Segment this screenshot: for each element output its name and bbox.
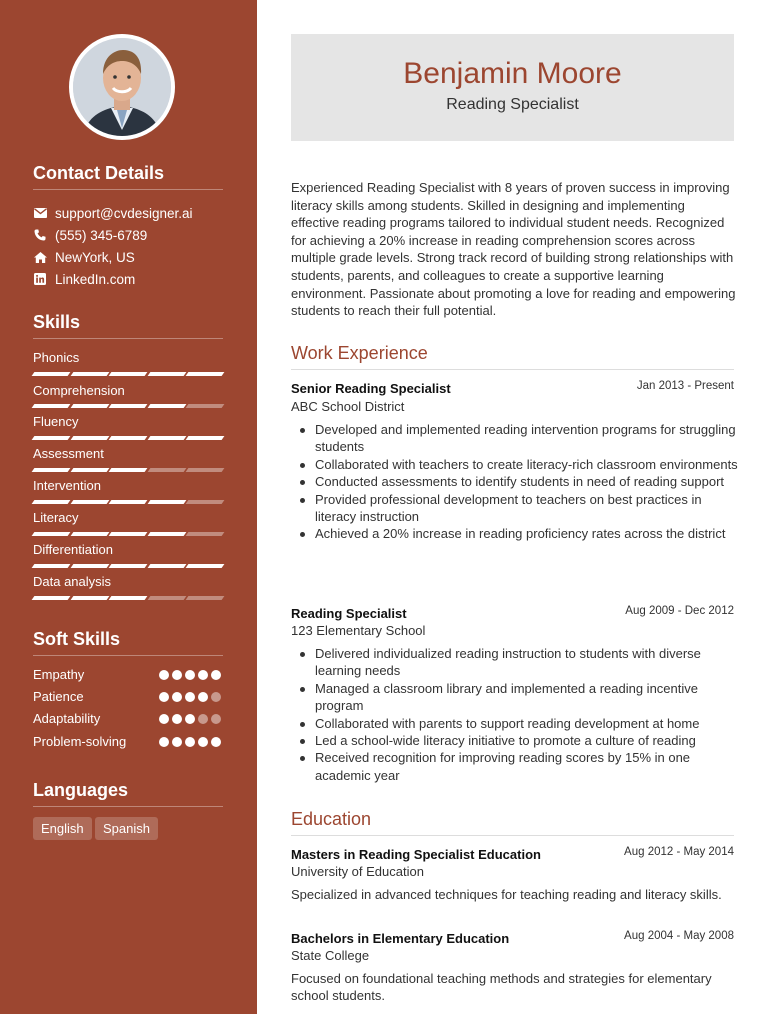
divider <box>291 835 734 836</box>
skill-level-segment <box>70 564 108 568</box>
skill-level-bar <box>33 372 223 377</box>
school-name: University of Education <box>291 864 424 879</box>
profile-summary: Experienced Reading Specialist with 8 years of proven success in improving literacy skills among students. Skilled in designing and implementing effective reading programs tailored to individual student needs. Recognized for achieving a 20% increase in reading comprehension scores across multiple grade levels. Strong track record of building strong relationships with students, parents, and colleagues to create a supportive learning environment. Passionate about promoting a love for reading and empowering students to reach their full potential. <box>291 180 736 319</box>
envelope-icon <box>33 206 47 220</box>
list-item: Collaborated with parents to support reading development at home <box>315 715 740 732</box>
rating-dot <box>172 692 182 702</box>
soft-skill-label: Adaptability <box>33 711 101 726</box>
list-item: Collaborated with teachers to create literacy-rich classroom environments <box>315 456 740 473</box>
rating-dot <box>185 737 195 747</box>
skill-label: Phonics <box>33 350 80 365</box>
profile-photo <box>69 34 175 140</box>
rating-dot <box>159 670 169 680</box>
skill-level-segment <box>186 564 224 568</box>
skill-label: Data analysis <box>33 574 112 589</box>
skill-level-segment <box>32 500 70 504</box>
skill-level-segment <box>186 468 224 472</box>
language-tag: Spanish <box>95 817 158 840</box>
rating-dot <box>185 670 195 680</box>
skill-label: Fluency <box>33 414 79 429</box>
skill-level-segment <box>186 596 224 600</box>
skill-level-segment <box>32 404 70 408</box>
skill-level-segment <box>186 532 224 536</box>
skill-level-segment <box>109 468 147 472</box>
skill-level-segment <box>186 404 224 408</box>
skill-level-segment <box>147 596 185 600</box>
candidate-title: Reading Specialist <box>446 96 579 113</box>
contact-phone-text: (555) 345-6789 <box>55 227 148 243</box>
skill-label: Differentiation <box>33 542 113 557</box>
contact-email[interactable] <box>33 204 193 222</box>
rating-dot <box>198 692 208 702</box>
skill-level-segment <box>109 372 147 376</box>
contact-location-text: NewYork, US <box>55 249 135 265</box>
rating-dot <box>211 670 221 680</box>
skill-level-segment <box>109 436 147 440</box>
rating-dot <box>172 737 182 747</box>
languages-heading: Languages <box>33 780 129 800</box>
soft-skill-rating <box>159 692 221 702</box>
list-item: Managed a classroom library and implemented a reading incentive program <box>315 680 740 715</box>
education-dates: Aug 2004 - May 2008 <box>624 930 734 942</box>
rating-dot <box>172 670 182 680</box>
rating-dot <box>185 714 195 724</box>
soft-skill-label: Patience <box>33 689 84 704</box>
skill-level-segment <box>147 564 185 568</box>
rating-dot <box>211 714 221 724</box>
skill-level-segment <box>32 372 70 376</box>
skill-level-segment <box>186 372 224 376</box>
skill-level-bar <box>33 596 223 601</box>
skill-level-bar <box>33 500 223 505</box>
rating-dot <box>172 714 182 724</box>
job-title: Reading Specialist <box>291 606 407 621</box>
soft-skills-heading: Soft Skills <box>33 629 121 649</box>
list-item: Developed and implemented reading intervention programs for struggling students <box>315 421 740 456</box>
skill-level-segment <box>147 500 185 504</box>
soft-skill-rating <box>159 737 221 747</box>
job-dates: Jan 2013 - Present <box>636 380 734 392</box>
skill-level-segment <box>186 500 224 504</box>
skill-level-segment <box>70 532 108 536</box>
skill-level-bar <box>33 532 223 537</box>
divider <box>33 806 223 807</box>
skill-label: Literacy <box>33 510 79 525</box>
skill-level-segment <box>109 500 147 504</box>
skill-level-bar <box>33 564 223 569</box>
rating-dot <box>211 737 221 747</box>
skill-level-segment <box>32 436 70 440</box>
list-item: Led a school-wide literacy initiative to promote a culture of reading <box>315 732 740 749</box>
list-item: Received recognition for improving reading scores by 15% in one academic year <box>315 749 740 784</box>
skill-level-segment <box>70 596 108 600</box>
skills-heading: Skills <box>33 312 81 332</box>
contact-linkedin-text: LinkedIn.com <box>55 271 136 287</box>
education-description: Specialized in advanced techniques for teaching reading and literacy skills. <box>291 887 722 902</box>
job-title: Senior Reading Specialist <box>291 381 451 396</box>
candidate-name: Benjamin Moore <box>403 57 622 90</box>
rating-dot <box>198 737 208 747</box>
rating-dot <box>185 692 195 702</box>
divider <box>291 369 734 370</box>
skill-label: Assessment <box>33 446 104 461</box>
skill-level-bar <box>33 404 223 409</box>
language-tag: English <box>33 817 92 840</box>
skill-level-segment <box>32 596 70 600</box>
soft-skill-rating <box>159 670 221 680</box>
skill-level-segment <box>147 404 185 408</box>
contact-location <box>33 248 135 266</box>
contact-email-text: support@cvdesigner.ai <box>55 205 193 221</box>
phone-icon <box>33 228 47 242</box>
skill-level-segment <box>147 532 185 536</box>
skill-level-segment <box>32 564 70 568</box>
soft-skill-label: Empathy <box>33 667 85 682</box>
degree-title: Bachelors in Elementary Education <box>291 931 510 946</box>
skill-level-segment <box>70 404 108 408</box>
name-header <box>291 34 734 141</box>
skill-level-segment <box>109 404 147 408</box>
list-item: Conducted assessments to identify students in need of reading support <box>315 473 740 490</box>
skill-label: Comprehension <box>33 383 125 398</box>
skill-level-segment <box>186 436 224 440</box>
divider <box>33 338 223 339</box>
linkedin-icon <box>33 272 47 286</box>
job-bullets <box>315 645 740 784</box>
rating-dot <box>198 714 208 724</box>
skill-level-bar <box>33 436 223 441</box>
avatar <box>73 38 171 136</box>
skill-level-segment <box>70 436 108 440</box>
skill-level-segment <box>147 468 185 472</box>
list-item: Delivered individualized reading instruction to students with diverse learning needs <box>315 645 740 680</box>
sidebar <box>0 0 257 1014</box>
education-dates: Aug 2012 - May 2014 <box>624 846 734 858</box>
skill-level-segment <box>109 532 147 536</box>
work-experience-heading: Work Experience <box>291 343 428 363</box>
skill-label: Intervention <box>33 478 101 493</box>
soft-skill-rating <box>159 714 221 724</box>
contact-phone[interactable] <box>33 226 147 244</box>
school-name: State College <box>291 948 370 963</box>
skill-level-segment <box>32 468 70 472</box>
list-item: Provided professional development to teachers on best practices in literacy instruction <box>315 491 740 526</box>
rating-dot <box>211 692 221 702</box>
skill-level-segment <box>70 372 108 376</box>
education-description: Focused on foundational teaching methods and strategies for elementary school students. <box>291 971 712 1004</box>
skill-level-bar <box>33 468 223 473</box>
skill-level-segment <box>147 436 185 440</box>
skill-level-segment <box>109 564 147 568</box>
education-heading: Education <box>291 809 372 829</box>
divider <box>33 189 223 190</box>
skill-level-segment <box>147 372 185 376</box>
job-bullets <box>315 421 740 543</box>
skill-level-segment <box>32 532 70 536</box>
rating-dot <box>198 670 208 680</box>
contact-heading: Contact Details <box>33 163 165 183</box>
soft-skill-label: Problem-solving <box>33 734 127 749</box>
list-item: Achieved a 20% increase in reading proficiency rates across the district <box>315 525 740 542</box>
skill-level-segment <box>70 500 108 504</box>
rating-dot <box>159 737 169 747</box>
degree-title: Masters in Reading Specialist Education <box>291 847 541 862</box>
job-organization: 123 Elementary School <box>291 623 426 638</box>
divider <box>33 655 223 656</box>
rating-dot <box>159 692 169 702</box>
job-organization: ABC School District <box>291 399 405 414</box>
home-icon <box>33 250 47 264</box>
job-dates: Aug 2009 - Dec 2012 <box>625 605 734 617</box>
skill-level-segment <box>70 468 108 472</box>
rating-dot <box>159 714 169 724</box>
contact-linkedin[interactable] <box>33 270 135 288</box>
skill-level-segment <box>109 596 147 600</box>
